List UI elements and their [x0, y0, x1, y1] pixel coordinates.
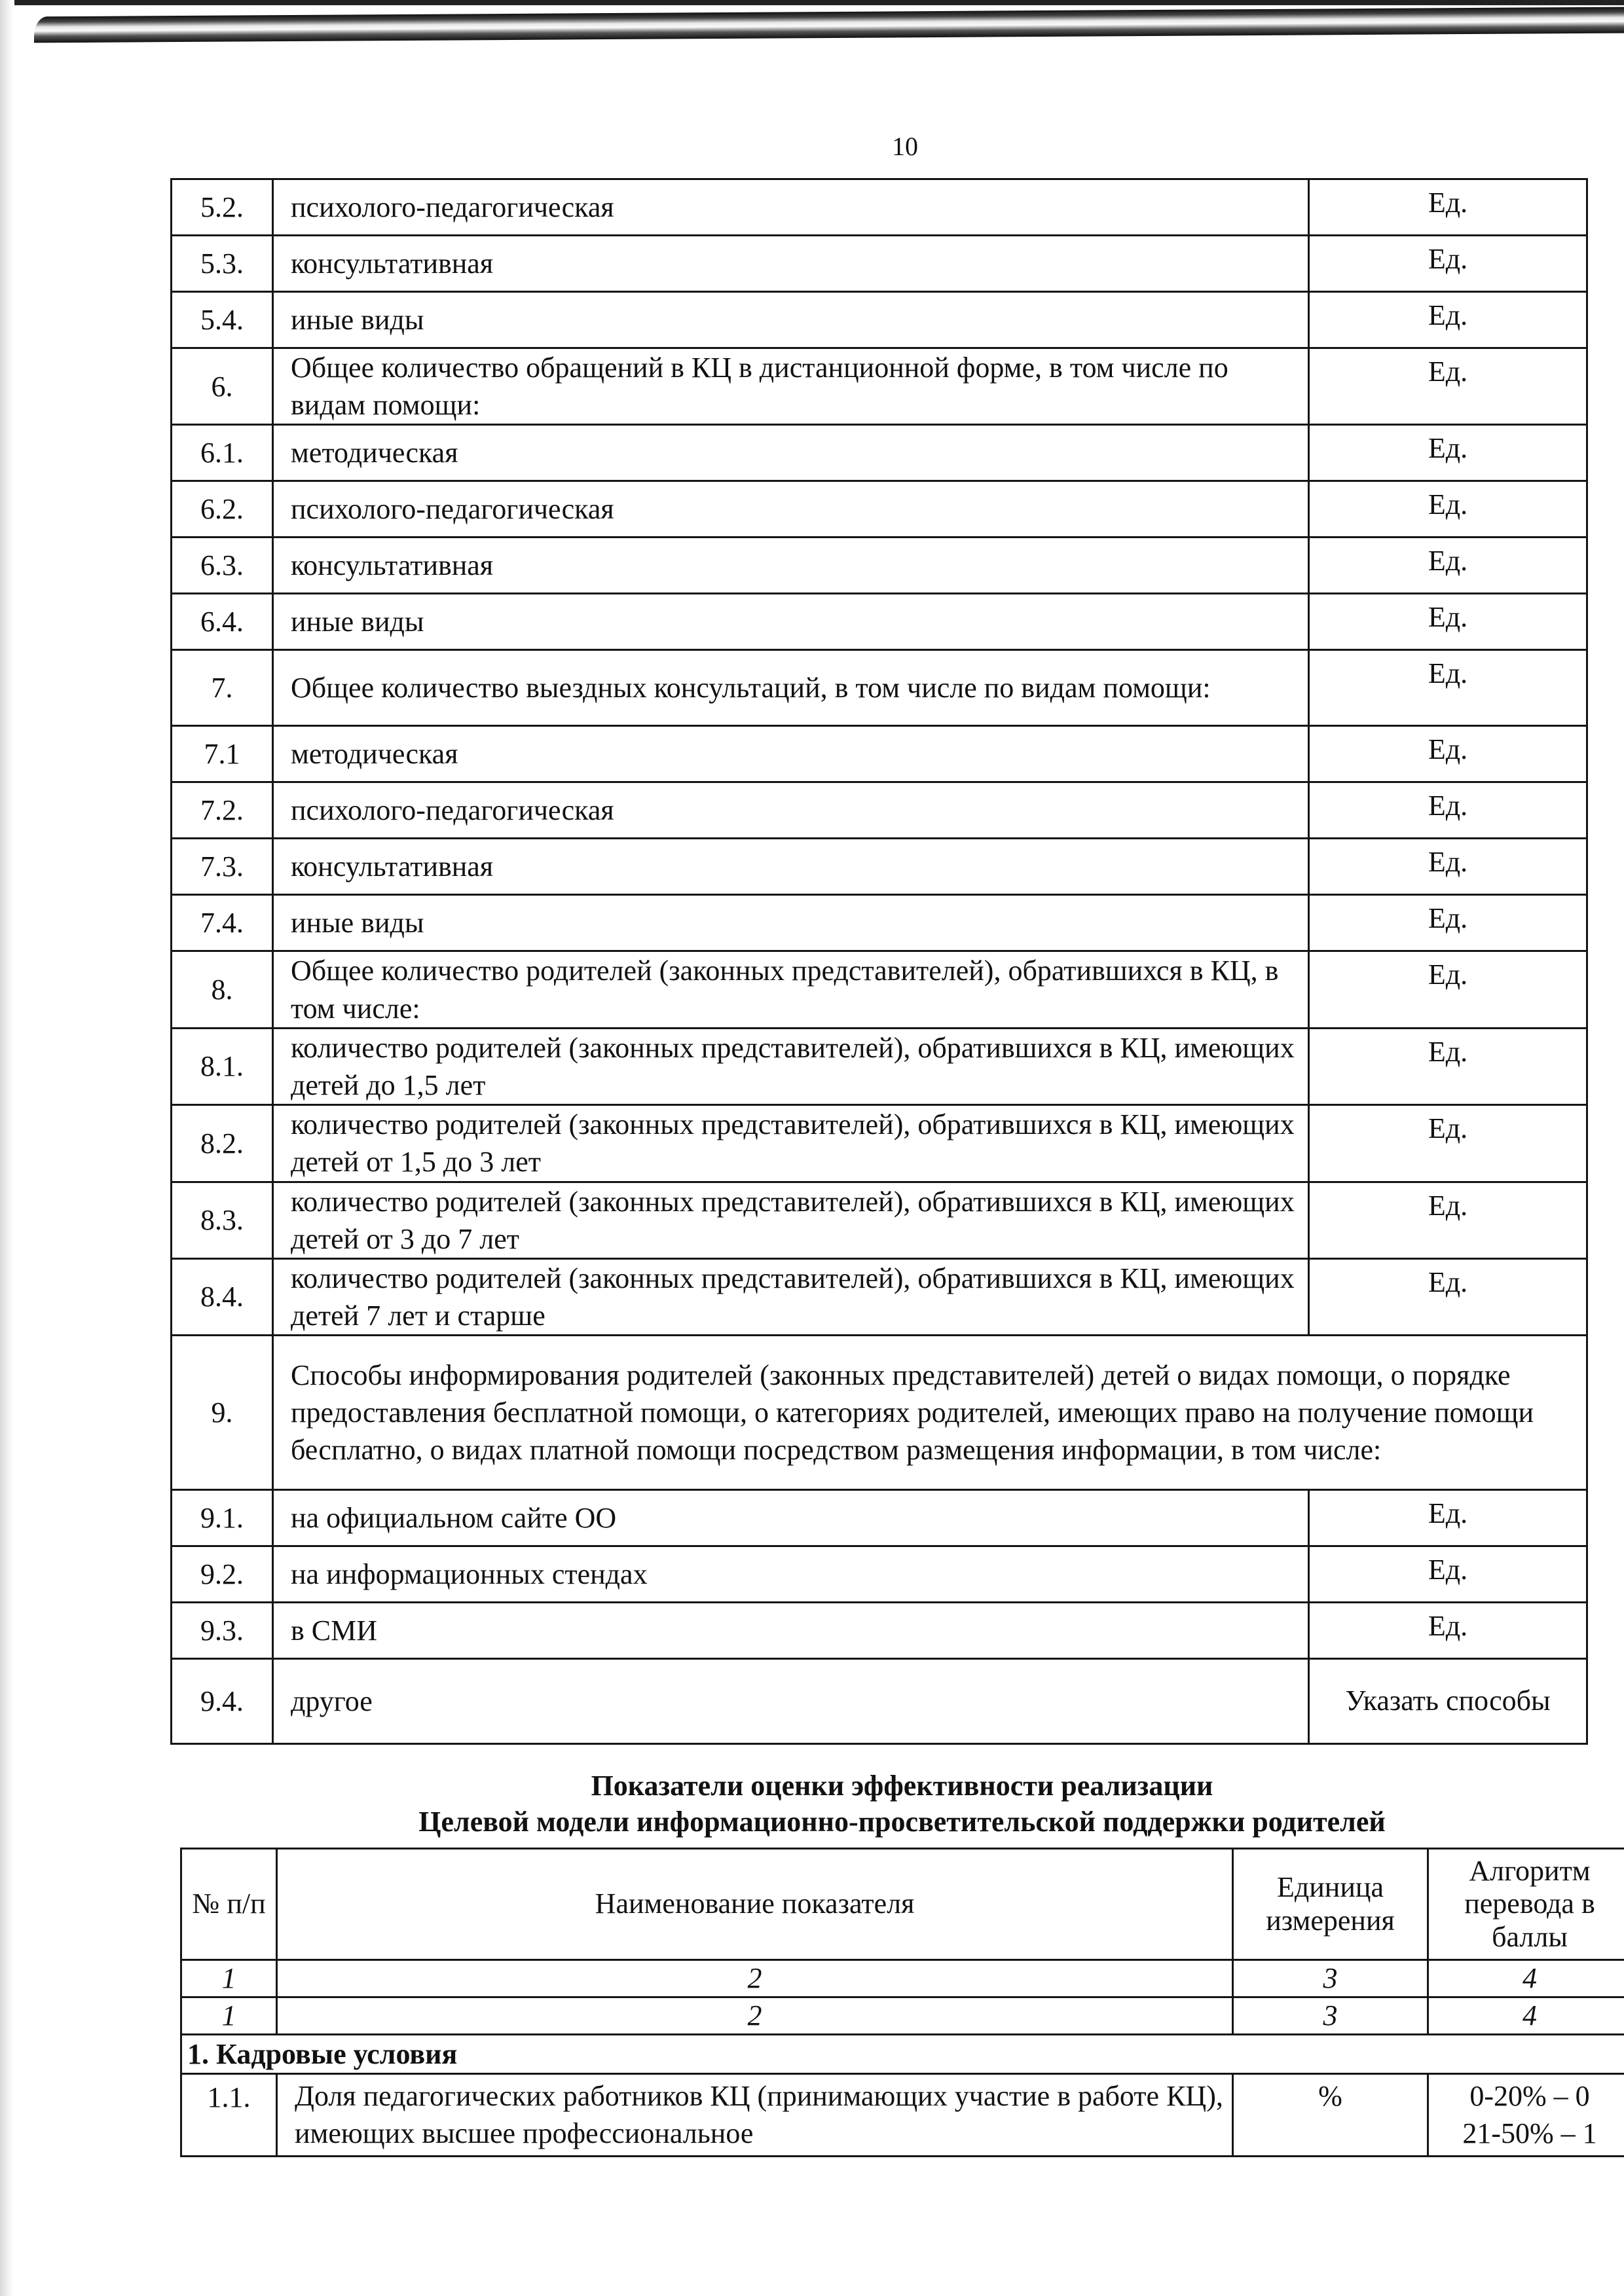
row-name: психолого-педагогическая	[273, 481, 1309, 538]
row-number: 9.4.	[172, 1659, 273, 1744]
row-number: 5.4.	[172, 292, 273, 348]
section-row	[181, 2035, 1624, 2074]
table-row	[172, 1258, 1587, 1335]
table-row	[172, 425, 1587, 481]
row-unit: Ед.	[1309, 1546, 1587, 1603]
row-unit: Ед.	[1309, 1182, 1587, 1258]
table-row	[172, 348, 1587, 425]
row-name: Способы информирования родителей (законных представителей) детей о видах помощи, о порядке предоставления бесплатной помощи, о категориях родителей, имеющих право на получение помощи бесплатно, о видах платной помощи посредством размещения информации, в том числе:	[273, 1336, 1587, 1490]
row-number: 8.4.	[172, 1258, 273, 1335]
row-name: иные виды	[273, 895, 1309, 951]
row-unit: Ед.	[1309, 538, 1587, 594]
row-number: 8.	[172, 951, 273, 1028]
row-number: 6.2.	[172, 481, 273, 538]
table-row	[172, 782, 1587, 839]
header-unit: Единица измерения	[1233, 1849, 1428, 1960]
algorithm-line: 21-50% – 1	[1462, 2117, 1597, 2150]
row-unit: Ед.	[1309, 1028, 1587, 1104]
row-number: 9.1.	[172, 1490, 273, 1546]
row-name: количество родителей (законных представителей), обратившихся в КЦ, имеющих детей до 1,5 лет	[273, 1028, 1309, 1104]
row-name: количество родителей (законных представителей), обратившихся в КЦ, имеющих детей 7 лет и старше	[273, 1258, 1309, 1335]
table-row	[172, 1490, 1587, 1546]
row-unit: Ед.	[1309, 726, 1587, 782]
section-title: 1. Кадровые условия	[181, 2035, 1624, 2074]
table-row	[181, 2074, 1624, 2157]
table-row	[172, 594, 1587, 650]
table-row	[172, 951, 1587, 1028]
row-name: Общее количество выездных консультаций, в том числе по видам помощи:	[273, 650, 1309, 726]
table-row	[172, 895, 1587, 951]
column-index: 4	[1428, 1960, 1624, 1997]
table-row	[172, 481, 1587, 538]
row-name: консультативная	[273, 236, 1309, 292]
section-heading-line1: Показатели оценки эффективности реализации	[591, 1770, 1213, 1802]
column-index-row	[181, 1960, 1624, 1997]
row-number: 9.	[172, 1336, 273, 1490]
row-name: в СМИ	[273, 1603, 1309, 1659]
row-number: 5.2.	[172, 179, 273, 236]
row-unit: Ед.	[1309, 236, 1587, 292]
row-name: на информационных стендах	[273, 1546, 1309, 1603]
row-number: 7.1	[172, 726, 273, 782]
row-unit: Ед.	[1309, 1603, 1587, 1659]
column-index: 2	[277, 1997, 1233, 2035]
table-row	[172, 292, 1587, 348]
row-name: количество родителей (законных представителей), обратившихся в КЦ, имеющих детей от 1,5 до 3 лет	[273, 1105, 1309, 1182]
row-unit: Ед.	[1309, 594, 1587, 650]
scan-frame-edge	[0, 0, 1624, 5]
row-name: методическая	[273, 425, 1309, 481]
row-number: 7.2.	[172, 782, 273, 839]
row-number: 1.1.	[181, 2074, 277, 2157]
row-unit: Ед.	[1309, 1105, 1587, 1182]
row-name: методическая	[273, 726, 1309, 782]
efficiency-indicators-table	[180, 1848, 1624, 2157]
table-header-row	[181, 1849, 1624, 1960]
row-name: количество родителей (законных представителей), обратившихся в КЦ, имеющих детей от 3 до 7 лет	[273, 1182, 1309, 1258]
table-row	[172, 1336, 1587, 1490]
column-index: 1	[181, 1997, 277, 2035]
table-row	[172, 726, 1587, 782]
indicators-table	[170, 178, 1588, 1745]
row-name: Доля педагогических работников КЦ (принимающих участие в работе КЦ), имеющих высшее профессиональное	[277, 2074, 1233, 2157]
algorithm-line: 0-20% – 0	[1469, 2080, 1590, 2113]
table-row	[172, 538, 1587, 594]
row-unit: Ед.	[1309, 782, 1587, 839]
scan-binding-shadow	[34, 7, 1624, 43]
row-name: Общее количество родителей (законных представителей), обратившихся в КЦ, в том числе:	[273, 951, 1309, 1028]
row-number: 8.1.	[172, 1028, 273, 1104]
page-number: 10	[892, 132, 918, 161]
row-number: 8.3.	[172, 1182, 273, 1258]
row-unit: Ед.	[1309, 895, 1587, 951]
row-unit: %	[1233, 2074, 1428, 2157]
table-row	[172, 1603, 1587, 1659]
row-number: 8.2.	[172, 1105, 273, 1182]
row-number: 7.4.	[172, 895, 273, 951]
row-name: на официальном сайте ОО	[273, 1490, 1309, 1546]
table-row	[172, 839, 1587, 895]
row-number: 6.1.	[172, 425, 273, 481]
row-name: иные виды	[273, 292, 1309, 348]
row-unit: Ед.	[1309, 1490, 1587, 1546]
column-index: 3	[1233, 1997, 1428, 2035]
column-index: 2	[277, 1960, 1233, 1997]
row-name: иные виды	[273, 594, 1309, 650]
row-unit: Ед.	[1309, 839, 1587, 895]
row-unit: Указать способы	[1309, 1659, 1587, 1744]
header-algorithm: Алгоритм перевода в баллы	[1428, 1849, 1624, 1960]
row-number: 9.2.	[172, 1546, 273, 1603]
row-name: психолого-педагогическая	[273, 179, 1309, 236]
row-unit: Ед.	[1309, 951, 1587, 1028]
header-name: Наименование показателя	[277, 1849, 1233, 1960]
table-row	[172, 1028, 1587, 1104]
row-name: консультативная	[273, 839, 1309, 895]
row-number: 5.3.	[172, 236, 273, 292]
column-index: 1	[181, 1960, 277, 1997]
section-heading-line2: Целевой модели информационно-просветительской поддержки родителей	[418, 1806, 1386, 1838]
table-row	[172, 1182, 1587, 1258]
row-number: 6.	[172, 348, 273, 425]
row-algorithm	[1428, 2074, 1624, 2157]
row-name: консультативная	[273, 538, 1309, 594]
row-unit: Ед.	[1309, 348, 1587, 425]
row-name: Общее количество обращений в КЦ в дистанционной форме, в том числе по видам помощи:	[273, 348, 1309, 425]
column-index: 4	[1428, 1997, 1624, 2035]
table-row	[172, 1546, 1587, 1603]
row-number: 6.4.	[172, 594, 273, 650]
table-row	[172, 1659, 1587, 1744]
column-index: 3	[1233, 1960, 1428, 1997]
row-number: 9.3.	[172, 1603, 273, 1659]
row-unit: Ед.	[1309, 650, 1587, 726]
header-num: № п/п	[181, 1849, 277, 1960]
row-number: 7.	[172, 650, 273, 726]
row-unit: Ед.	[1309, 481, 1587, 538]
row-name: психолого-педагогическая	[273, 782, 1309, 839]
table-row	[172, 650, 1587, 726]
row-name: другое	[273, 1659, 1309, 1744]
row-unit: Ед.	[1309, 425, 1587, 481]
row-unit: Ед.	[1309, 292, 1587, 348]
row-number: 7.3.	[172, 839, 273, 895]
row-number: 6.3.	[172, 538, 273, 594]
row-unit: Ед.	[1309, 179, 1587, 236]
table-row	[172, 179, 1587, 236]
column-index-row	[181, 1997, 1624, 2035]
row-unit: Ед.	[1309, 1258, 1587, 1335]
table-row	[172, 1105, 1587, 1182]
scan-left-shadow	[0, 0, 14, 2296]
table-row	[172, 236, 1587, 292]
